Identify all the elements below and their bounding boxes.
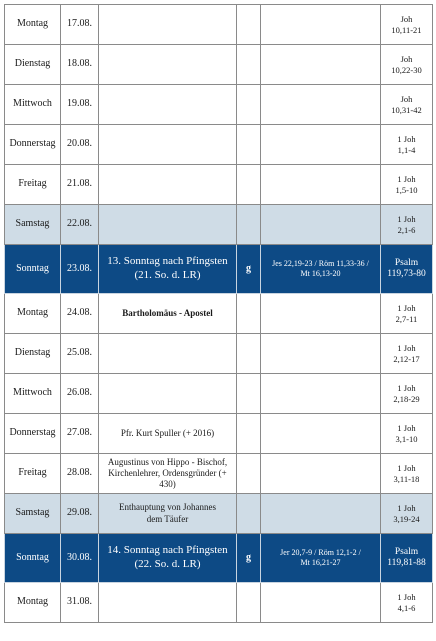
liturgical-color-cell	[237, 374, 261, 414]
scripture-cell: 1 Joh 3,1-10	[381, 414, 433, 454]
liturgical-color-cell	[237, 45, 261, 85]
readings-cell	[261, 85, 381, 125]
liturgical-color-cell	[237, 5, 261, 45]
liturgical-color-cell: g	[237, 534, 261, 583]
date-cell: 28.08.	[61, 454, 99, 494]
calendar-row-weekday	[5, 125, 433, 165]
event-cell: Augustinus von Hippo - Bischof, Kirchenlehrer, Ordensgründer (+ 430)	[99, 454, 237, 494]
scripture-cell: Joh 10,22-30	[381, 45, 433, 85]
liturgical-color-cell	[237, 85, 261, 125]
weekday-cell: Montag	[5, 583, 61, 623]
readings-cell	[261, 454, 381, 494]
calendar-body	[5, 5, 433, 623]
calendar-row-weekday	[5, 583, 433, 623]
weekday-cell: Donnerstag	[5, 414, 61, 454]
calendar-row-sunday	[5, 245, 433, 294]
weekday-cell: Montag	[5, 294, 61, 334]
calendar-row-weekday	[5, 454, 433, 494]
weekday-cell: Freitag	[5, 165, 61, 205]
event-cell	[99, 85, 237, 125]
liturgical-color-cell	[237, 414, 261, 454]
readings-cell	[261, 165, 381, 205]
calendar-row-weekday	[5, 85, 433, 125]
date-cell: 25.08.	[61, 334, 99, 374]
readings-cell	[261, 125, 381, 165]
calendar-row-weekday	[5, 414, 433, 454]
scripture-cell: 1 Joh 3,19-24	[381, 494, 433, 534]
scripture-cell: Joh 10,31-42	[381, 85, 433, 125]
scripture-cell: Psalm 119,73-80	[381, 245, 433, 294]
readings-cell: Jes 22,19-23 / Röm 11,33-36 / Mt 16,13-20	[261, 245, 381, 294]
event-cell	[99, 205, 237, 245]
calendar-row-weekday	[5, 5, 433, 45]
scripture-cell: 1 Joh 2,18-29	[381, 374, 433, 414]
calendar-row-sunday	[5, 534, 433, 583]
liturgical-color-cell: g	[237, 245, 261, 294]
liturgical-color-cell	[237, 205, 261, 245]
scripture-cell: 1 Joh 2,1-6	[381, 205, 433, 245]
weekday-cell: Dienstag	[5, 334, 61, 374]
calendar-row-weekday	[5, 45, 433, 85]
date-cell: 19.08.	[61, 85, 99, 125]
calendar-row-saturday	[5, 494, 433, 534]
date-cell: 18.08.	[61, 45, 99, 85]
liturgical-color-cell	[237, 494, 261, 534]
date-cell: 24.08.	[61, 294, 99, 334]
date-cell: 17.08.	[61, 5, 99, 45]
scripture-cell: 1 Joh 4,1-6	[381, 583, 433, 623]
weekday-cell: Dienstag	[5, 45, 61, 85]
readings-cell	[261, 205, 381, 245]
event-cell: Pfr. Kurt Spuller (+ 2016)	[99, 414, 237, 454]
date-cell: 20.08.	[61, 125, 99, 165]
scripture-cell: 1 Joh 2,12-17	[381, 334, 433, 374]
event-cell	[99, 45, 237, 85]
calendar-row-weekday	[5, 294, 433, 334]
date-cell: 23.08.	[61, 245, 99, 294]
weekday-cell: Sonntag	[5, 245, 61, 294]
event-cell	[99, 5, 237, 45]
weekday-cell: Donnerstag	[5, 125, 61, 165]
date-cell: 30.08.	[61, 534, 99, 583]
liturgical-color-cell	[237, 125, 261, 165]
readings-cell	[261, 5, 381, 45]
event-cell	[99, 125, 237, 165]
readings-cell	[261, 414, 381, 454]
readings-cell	[261, 583, 381, 623]
readings-cell	[261, 374, 381, 414]
weekday-cell: Mittwoch	[5, 374, 61, 414]
date-cell: 27.08.	[61, 414, 99, 454]
readings-cell: Jer 20,7-9 / Röm 12,1-2 / Mt 16,21-27	[261, 534, 381, 583]
scripture-cell: 1 Joh 1,1-4	[381, 125, 433, 165]
liturgical-color-cell	[237, 165, 261, 205]
weekday-cell: Samstag	[5, 205, 61, 245]
event-cell: Bartholomäus - Apostel	[99, 294, 237, 334]
event-cell: 13. Sonntag nach Pfingsten (21. So. d. LR)	[99, 245, 237, 294]
weekday-cell: Mittwoch	[5, 85, 61, 125]
weekday-cell: Freitag	[5, 454, 61, 494]
event-cell	[99, 374, 237, 414]
weekday-cell: Samstag	[5, 494, 61, 534]
liturgical-color-cell	[237, 294, 261, 334]
calendar-row-weekday	[5, 374, 433, 414]
date-cell: 22.08.	[61, 205, 99, 245]
calendar-table	[4, 4, 433, 623]
event-cell: Enthauptung von Johannes dem Täufer	[99, 494, 237, 534]
scripture-cell: 1 Joh 1,5-10	[381, 165, 433, 205]
weekday-cell: Sonntag	[5, 534, 61, 583]
scripture-cell: Psalm 119,81-88	[381, 534, 433, 583]
liturgical-color-cell	[237, 583, 261, 623]
event-cell	[99, 165, 237, 205]
readings-cell	[261, 45, 381, 85]
date-cell: 21.08.	[61, 165, 99, 205]
event-cell	[99, 583, 237, 623]
date-cell: 31.08.	[61, 583, 99, 623]
liturgical-color-cell	[237, 334, 261, 374]
event-cell: 14. Sonntag nach Pfingsten (22. So. d. LR)	[99, 534, 237, 583]
date-cell: 26.08.	[61, 374, 99, 414]
calendar-row-saturday	[5, 205, 433, 245]
weekday-cell: Montag	[5, 5, 61, 45]
readings-cell	[261, 494, 381, 534]
scripture-cell: Joh 10,11-21	[381, 5, 433, 45]
readings-cell	[261, 334, 381, 374]
scripture-cell: 1 Joh 3,11-18	[381, 454, 433, 494]
date-cell: 29.08.	[61, 494, 99, 534]
readings-cell	[261, 294, 381, 334]
calendar-row-weekday	[5, 165, 433, 205]
event-cell	[99, 334, 237, 374]
scripture-cell: 1 Joh 2,7-11	[381, 294, 433, 334]
calendar-row-weekday	[5, 334, 433, 374]
liturgical-color-cell	[237, 454, 261, 494]
